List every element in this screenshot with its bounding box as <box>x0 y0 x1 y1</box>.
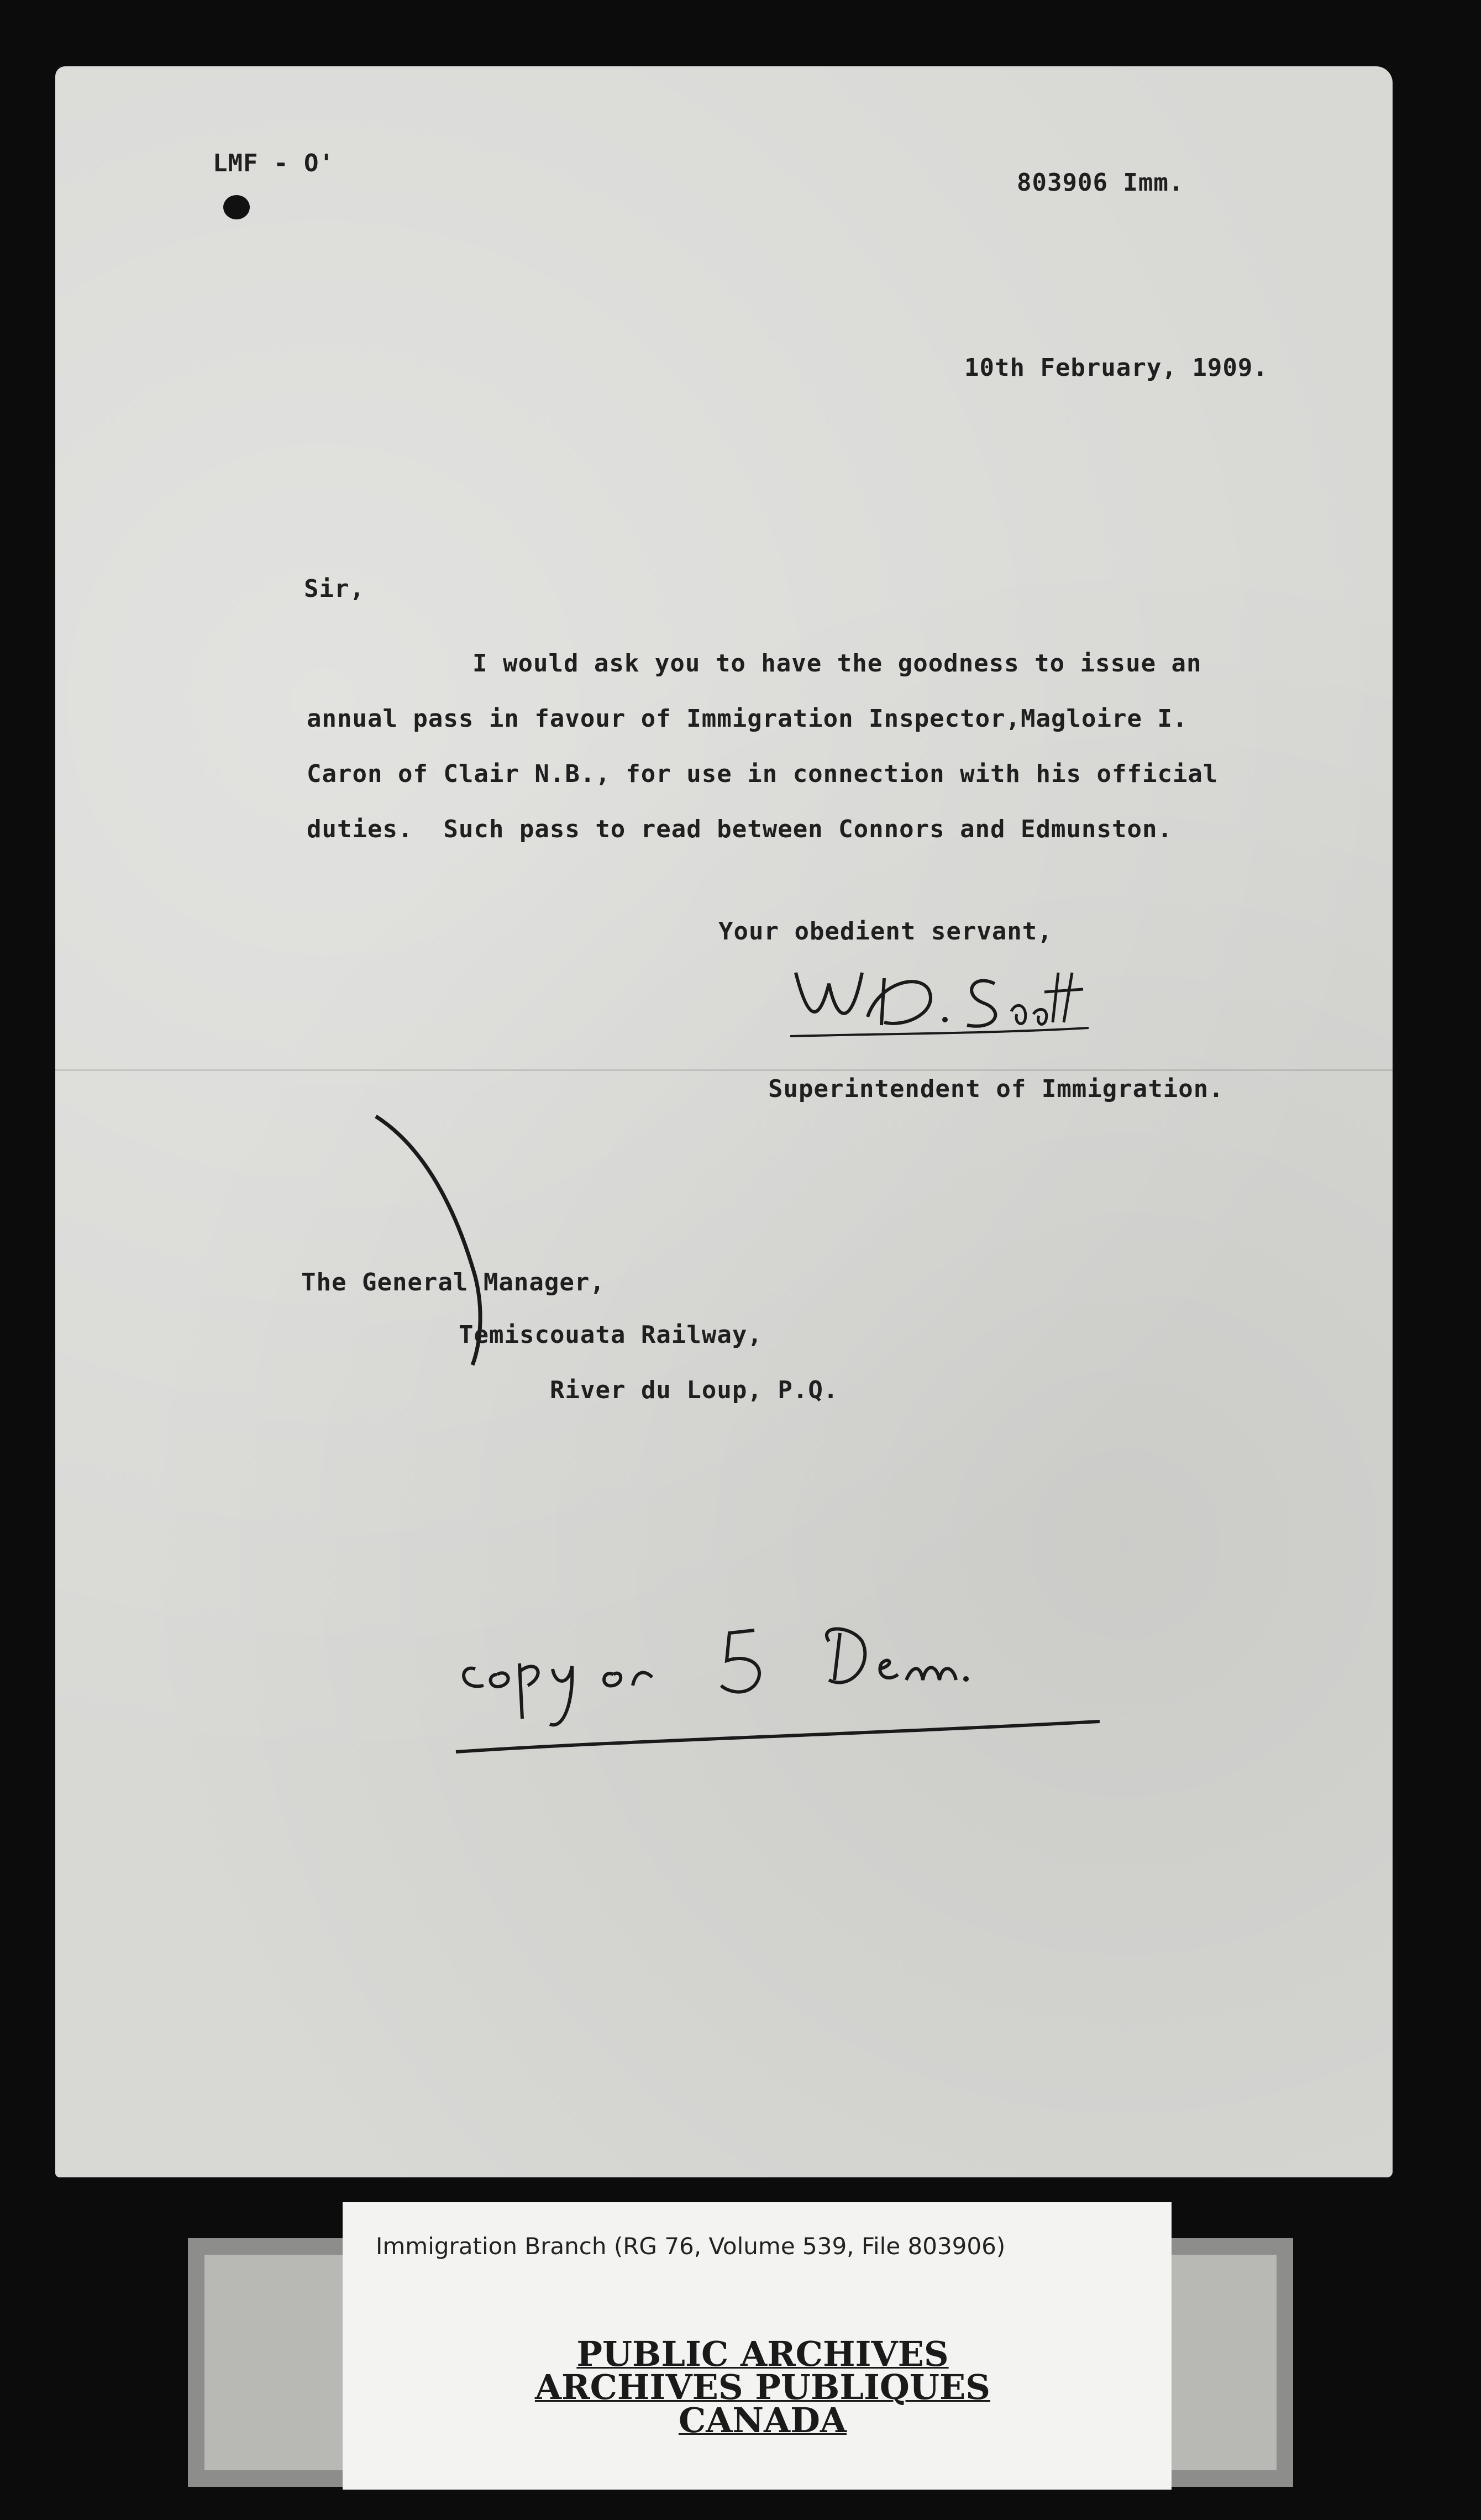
body-line-1: I would ask you to have the goodness to issue an <box>472 649 1202 678</box>
signatory-title: Superintendent of Immigration. <box>768 1075 1224 1103</box>
archive-stamp-line-1: PUBLIC ARCHIVES <box>576 2334 949 2374</box>
recipient-line-1: The General Manager, <box>301 1268 605 1296</box>
archive-stamp-line-2: ARCHIVES PUBLIQUES <box>534 2367 991 2407</box>
file-number: 803906 Imm. <box>1017 169 1184 197</box>
ink-blot <box>218 188 257 227</box>
salutation: Sir, <box>304 575 365 603</box>
letter-date: 10th February, 1909. <box>964 354 1268 382</box>
recipient-line-2: Temiscouata Railway, <box>459 1321 763 1349</box>
signature-image <box>785 951 1094 1044</box>
body-line-4: duties. Such pass to read between Connors and Edmunston. <box>307 815 1173 843</box>
closing: Your obedient servant, <box>718 917 1053 946</box>
body-line-3: Caron of Clair N.B., for use in connection with his official <box>307 760 1219 788</box>
handwritten-note <box>453 1603 1116 1768</box>
file-code-left: LMF - O' <box>213 149 334 177</box>
archive-stamp <box>486 2334 1039 2440</box>
recipient-line-3: River du Loup, P.Q. <box>550 1376 839 1404</box>
page-fold-line <box>55 1069 1393 1071</box>
body-line-2: annual pass in favour of Immigration Inspector,Magloire I. <box>307 705 1188 733</box>
archive-stamp-line-3: CANADA <box>678 2400 847 2440</box>
letter-page <box>55 66 1393 2177</box>
archive-catalog-reference: Immigration Branch (RG 76, Volume 539, File 803906) <box>376 2233 1006 2260</box>
